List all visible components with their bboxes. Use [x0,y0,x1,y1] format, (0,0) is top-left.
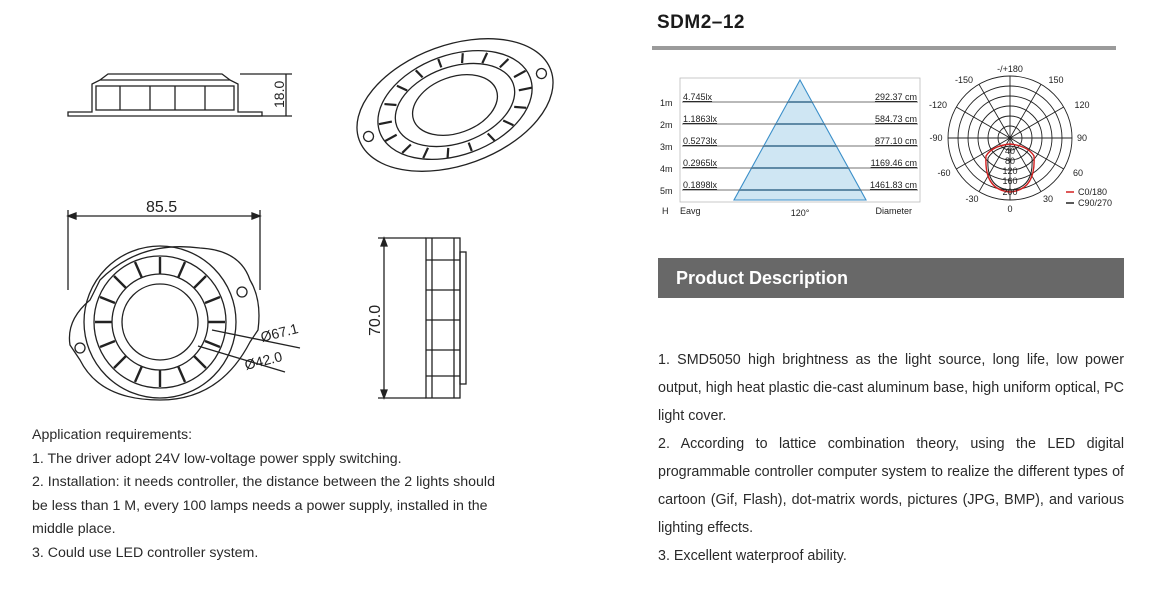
angle-label: -90 [929,133,943,143]
description-item: 3. Excellent waterproof ability. [658,548,847,564]
column-h-label: H [662,206,669,216]
angle-label: -30 [965,194,979,204]
polar-legend [1066,187,1112,208]
dim-outer-diameter-label: Ø67.1 [258,320,300,345]
angle-label: 90 [1076,133,1088,143]
model-title: SDM2–12 [657,12,745,33]
row-diameter: 1461.83 cm [869,180,917,190]
dim-height-label: 18.0 [271,80,287,108]
row-height: 4m [660,164,673,174]
angle-label: 120 [1074,100,1090,110]
row-diameter: 584.73 cm [874,114,917,124]
application-title: Application requirements: [32,427,193,443]
front-view-drawing [68,210,300,400]
radial-label: 160 [1002,176,1018,186]
radial-label: 200 [1002,187,1018,197]
angle-label: -/+180 [997,64,1023,74]
row-eavg: 0.2965lx [683,158,718,168]
radial-label: 80 [1004,156,1016,166]
row-eavg: 1.1863lx [683,114,718,124]
description-item: 1. SMD5050 high brightness as the light source, long life, low power output, high heat plastic die-cast aluminum base, high uniform optical, PC light cover. [658,352,1124,424]
polar-diagram [929,64,1090,214]
radial-label: 40 [1004,146,1016,156]
row-eavg: 4.745lx [683,92,713,102]
application-item: 1. The driver adopt 24V low-voltage power spply switching. [32,450,402,467]
row-height: 1m [660,98,673,108]
column-eavg-label: Eavg [680,206,701,216]
row-diameter: 1169.46 cm [870,158,917,168]
row-height: 5m [660,186,673,196]
application-item: 2. Installation: it needs controller, the distance between the 2 lights should be less than 1 M, every 100 lamps needs a power supply, installed in the middle place. [32,474,495,537]
title-divider [652,46,1116,50]
row-diameter: 877.10 cm [874,136,917,146]
beam-angle-label: 120° [790,208,810,218]
row-eavg: 0.5273lx [683,136,718,146]
side-view-drawing [378,238,466,398]
perspective-drawing [339,14,572,197]
product-description-header [658,258,1124,298]
legend-c90: C90/270 [1078,198,1113,208]
angle-label: -60 [937,168,951,178]
legend-c0: C0/180 [1078,187,1108,197]
application-requirements [32,424,512,565]
illuminance-cone [660,78,920,218]
description-item: 2. According to lattice combination theory, using the LED digital programmable controller computer system to realize the different types of cartoon (Gif, Flash), dot-matrix words, pictures (JPG, BMP), and various lighting effects. [658,436,1124,536]
product-description [658,346,1124,570]
photometric-chart [652,56,1142,228]
row-eavg: 0.1898lx [683,180,718,190]
technical-drawings [0,0,640,420]
side-profile-drawing [68,74,292,116]
row-height: 2m [660,120,673,130]
dim-inner-diameter-label: Ø42.0 [242,348,284,373]
angle-label: -120 [928,100,948,110]
dim-width-label: 85.5 [146,199,178,216]
angle-label: 30 [1042,194,1054,204]
dim-side-height-label: 70.0 [367,304,384,336]
radial-label: 120 [1002,166,1018,176]
angle-label: -150 [954,75,974,85]
angle-label: 60 [1072,168,1084,178]
column-diameter-label: Diameter [875,206,912,216]
row-diameter: 292.37 cm [874,92,917,102]
angle-label: 0 [1007,204,1013,214]
product-description-title: Product Description [676,268,849,288]
angle-label: 150 [1048,75,1064,85]
application-item: 3. Could use LED controller system. [32,544,259,561]
row-height: 3m [660,142,673,152]
